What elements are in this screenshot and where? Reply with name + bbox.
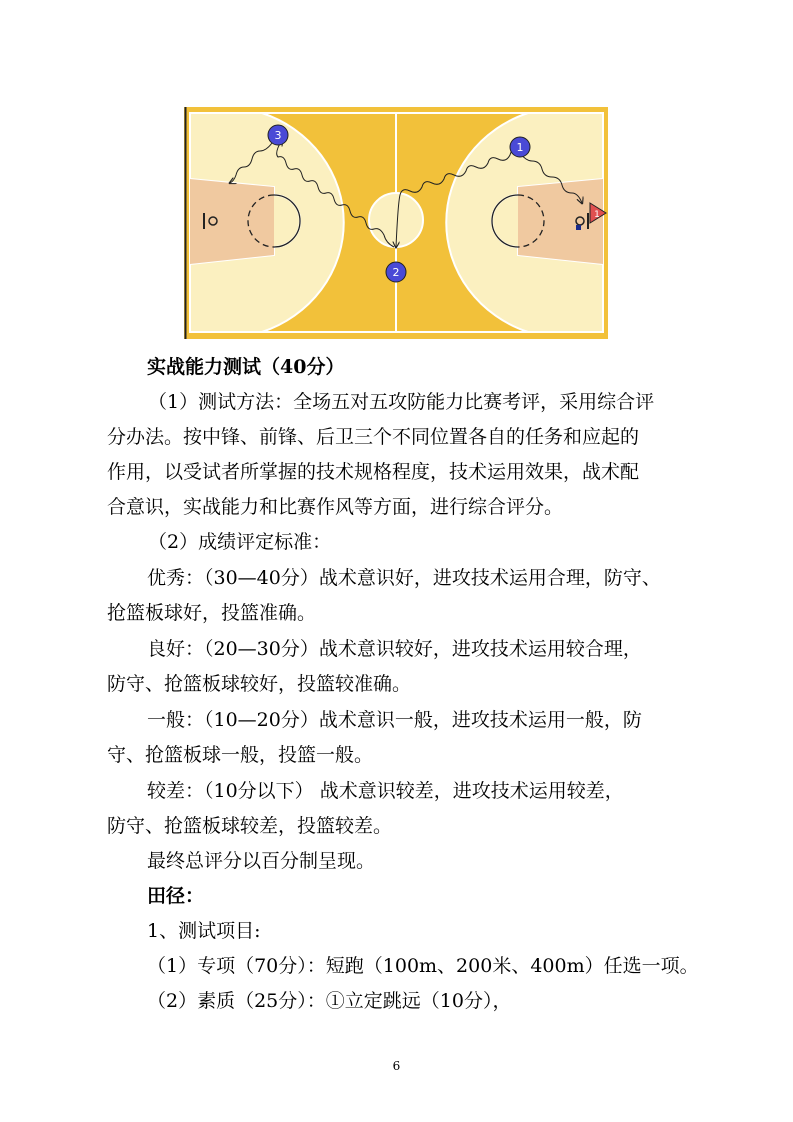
left-key-overlay [190, 179, 274, 264]
grade-poor-line1: 较差：（10分以下） 战术意识较差，进攻技术运用较差， [147, 780, 624, 802]
paragraph-test-method-line4: 合意识，实战能力和比赛作风等方面，进行综合评分。 [107, 496, 564, 518]
player-1-marker [510, 137, 530, 157]
section-heading-track-field: 田径： [147, 885, 205, 907]
grade-poor-line2: 防守、抢篮板球较差，投篮较差。 [107, 815, 393, 837]
defender-1-number: 1 [594, 210, 600, 220]
paragraph-test-items: 1、测试项目: [147, 920, 261, 942]
paragraph-fitness: （2）素质（25分）：①立定跳远（10分）， [147, 990, 512, 1012]
paragraph-test-method-line3: 作用，以受试者所掌握的技术规格程度，技术运用效果，战术配 [107, 461, 640, 483]
basketball-court-diagram [184, 107, 608, 339]
player-2-marker [386, 262, 406, 282]
player-2-number: 2 [392, 266, 400, 279]
player-1-number: 1 [516, 141, 524, 154]
paragraph-final-score: 最终总评分以百分制呈现。 [147, 850, 376, 872]
grade-average-line1: 一般：（10—20分）战术意识一般，进攻技术运用一般，防 [147, 709, 642, 731]
grade-average-line2: 守、抢篮板球一般，投篮一般。 [107, 744, 374, 766]
grade-excellent-line2: 抢篮板球好，投篮准确。 [107, 602, 317, 624]
right-key-marker [576, 225, 581, 230]
paragraph-test-method-line1: （1）测试方法：全场五对五攻防能力比赛考评，采用综合评 [148, 391, 655, 413]
paragraph-grading-standard: （2）成绩评定标准： [148, 531, 332, 553]
grade-good-line1: 良好：（20—30分）战术意识较好，进攻技术运用较合理， [147, 638, 642, 660]
player-3-number: 3 [274, 129, 282, 142]
player-3-marker [268, 125, 288, 145]
grade-excellent-line1: 优秀：（30—40分）战术意识好，进攻技术运用合理，防守、 [147, 567, 661, 589]
section-heading-combat-test: 实战能力测试（40分） [147, 356, 345, 378]
page-number: 6 [392, 1059, 401, 1073]
grade-good-line2: 防守、抢篮板球较好，投篮较准确。 [107, 673, 412, 695]
paragraph-specialty: （1）专项（70分）：短跑（100m、200米、400m）任选一项。 [147, 955, 699, 977]
paragraph-test-method-line2: 分办法。按中锋、前锋、后卫三个不同位置各自的任务和应起的 [107, 426, 640, 448]
